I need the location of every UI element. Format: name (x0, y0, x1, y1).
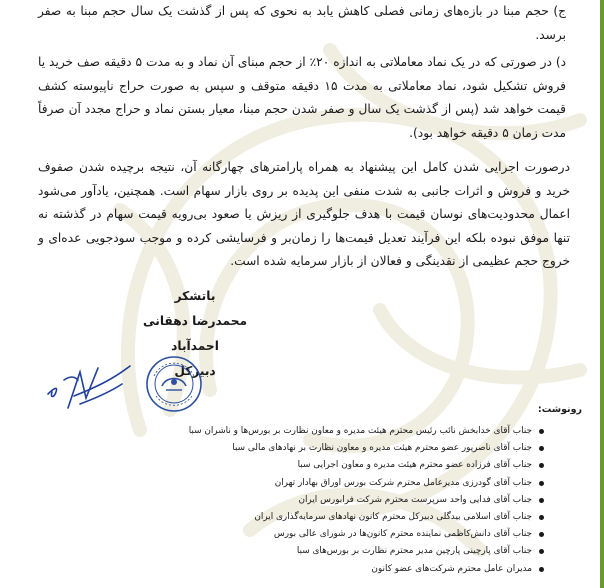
official-stamp-icon (144, 354, 204, 414)
closing-text: باتشکر (174, 289, 216, 303)
handwritten-signature (44, 358, 134, 418)
cc-item: جناب آقای پارچینی پارچین مدیر محترم نظارت بر بورس‌های سبا (140, 543, 546, 560)
main-paragraph: درصورت اجرایی شدن کامل این پیشنهاد به همراه پارامترهای چهارگانه آن، نتیجه برچیده شدن صفوف خرید و فروش و اثرات جانبی به شدت منفی این پدیده بر روی بازار سهام است. همچنین، یادآور می‌شود اعمال محدودیت‌های نوسان قیمت با هدف جلوگیری از ریزش یا صعود بی‌رویه قیمت سهام در گذشته نه تنها موفق نبوده بلکه این فرآیند تعدیل قیمت‌ها را زمان‌بر و فرسایشی کرده و موجب سودجویی عده‌ای و خروج حجم عظیمی از نقدینگی و فعالان از بازار سرمایه شده است. (38, 160, 570, 268)
clause-d: د) در صورتی که در یک نماد معاملاتی به اندازه ۲۰٪ از حجم مبنای آن نماد و به مدت ۵ دقیقه صف خرید یا فروش تشکیل شود، نماد معاملاتی به مدت ۱۵ دقیقه متوقف و سپس به صورت حراج ناپیوسته کشف قیمت خواهد شد (پس از گذشت یک سال و صفر شدن حجم مبنا، معیار بستن نماد و حراج مجدد آن صرفاً مدت زمان ۵ دقیقه خواهد بود). (38, 55, 567, 140)
cc-item: جناب آقای دانش‌کاظمی نماینده محترم کانون‌ها در شورای عالی بورس (140, 526, 546, 543)
cc-title: رونوشت: (537, 404, 582, 415)
cc-item: جناب آقای فدایی واحد سرپرست محترم شرکت فرابورس ایران (140, 492, 546, 509)
cc-item: جناب آقای گودرزی مدیرعامل محترم شرکت بورس اوراق بهادار تهران (140, 475, 546, 492)
cc-item: مدیران عامل محترم شرکت‌های عضو کانون (140, 561, 546, 578)
clause-c: ج) حجم مبنا در بازه‌های زمانی فصلی کاهش یابد به نحوی که پس از گذشت یک سال حجم مبنا به صفر برسد. (38, 4, 566, 42)
signatory-name: محمدرضا دهقانی احمدآباد (142, 314, 248, 353)
cc-item: جناب آقای خدابخش نائب رئیس محترم هیئت مدیره و معاون نظارت بر بورس‌ها و ناشران سبا (140, 423, 546, 440)
cc-list (140, 423, 546, 578)
signatory-title: دبیرکل (174, 364, 216, 378)
letter-body (38, 0, 570, 274)
cc-item: جناب آقای ناصرپور عضو محترم هیئت مدیره و معاون نظارت بر نهادهای مالی سبا (140, 440, 546, 457)
cc-item: جناب آقای اسلامی بیدگلی دبیرکل محترم کانون نهادهای سرمایه‌گذاری ایران (140, 509, 546, 526)
accent-bar (600, 0, 604, 588)
cc-item: جناب آقای فرزاده عضو محترم هیئت مدیره و معاون اجرایی سبا (140, 457, 546, 474)
